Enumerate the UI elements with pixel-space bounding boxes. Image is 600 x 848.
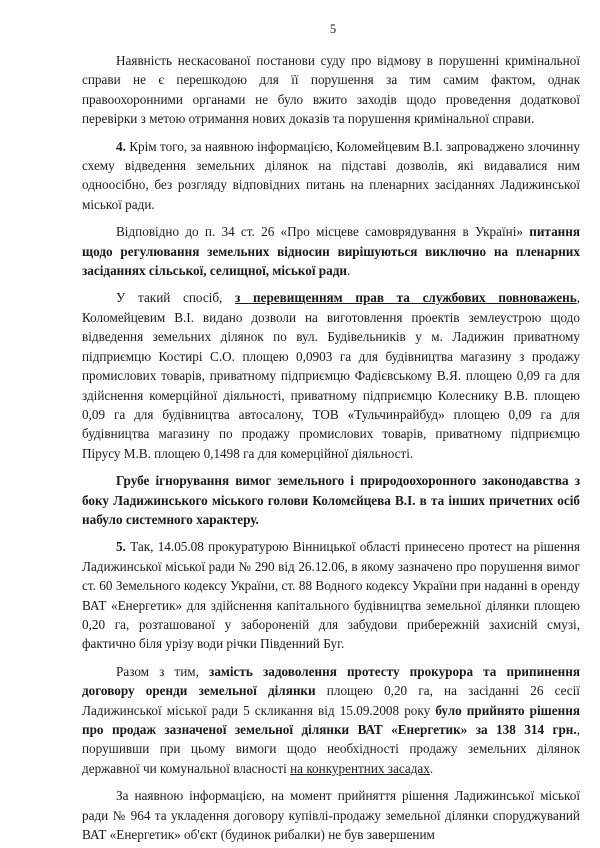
paragraph-permits xyxy=(82,288,580,463)
paragraph-5-text: Так, 14.05.08 прокуратурою Вінницької області принесено протест на рішення Ладижинської міської ради № 290 від 26.12.06, в якому зазначено про порушення вимог ст. 60 Земельного кодексу України, ст. 88 Водного кодексу України при наданні в оренду ВАТ «Енергетик» для здійснення капітального будівництва земельної ділянки площею 0,20 га, розташованої у забороненій для забудови прибережній захисній смузі, фактично біля урізу води річки Південний Буг. xyxy=(82,539,580,652)
protest-text-2: , порушивши при цьому вимоги щодо необхідності продажу земельних ділянок державної чи комунальної власності xyxy=(82,722,580,776)
protest-intro: Разом з тим, xyxy=(116,663,210,679)
paragraph-protest-outcome xyxy=(82,662,580,778)
law-reference-emphasis: питання щодо регулювання земельних відносин вирішуються виключно на пленарних засіданнях сільської, селищної, міської ради xyxy=(82,224,580,279)
law-reference-text: Відповідно до п. 34 ст. 26 «Про місцеве самоврядування в Україні» xyxy=(116,224,530,240)
permits-intro: У такий спосіб, xyxy=(116,290,236,306)
paragraph-object-status: За наявною інформацією, на момент прийняття рішення Ладижинської міської ради № 964 та укладення договору купівлі-продажу земельної ділянки споруджуваний ВАТ «Енергетик» об'єкт (будинок рибалки) не був завершеним xyxy=(82,788,580,843)
permits-emphasis: з перевищенням прав та службових повноважень xyxy=(235,290,577,306)
page-number: 5 xyxy=(329,22,337,36)
protest-emphasis-2: було прийнято рішення про продаж зазначеної земельної ділянки ВАТ «Енергетик» за 138 314 грн. xyxy=(82,702,580,737)
law-reference-end: . xyxy=(347,263,351,279)
paragraph-court-decision: Наявність нескасованої постанови суду про відмову в порушенні кримінальної справи не є перешкодою для її порушення за тим самим фактом, однак правоохоронними органами не було вжито заходів щодо проведення додаткової перевірки з метою отримання нових доказів та порушення кримінальної справи. xyxy=(82,53,580,127)
paragraph-4-text: Крім того, за наявною інформацією, Коломейцевим В.І. запроваджено злочинну схему відведення земельних ділянок на підставі дозволів, які видавалися ним одноосібно, без розгляду відповідних питань на пленарних засіданнях Ладижинської міської ради. xyxy=(82,138,580,212)
permits-text: , Коломейцевим В.І. видано дозволи на виготовлення проектів землеустрою щодо відведення земельних ділянок по вул. Будівельників у м. Ладижин приватному підприємцю Костирі С.О. площею 0,0903 га для будівництва магазину з продажу промислових товарів, приватному підприємцю Фадієвському В.Я. площею 0,09 га для здійснення комерційної діяльності, приватному підприємцю Колеснику В.В. площею 0,09 га для будівництва автосалону, ТОВ «Тульчинрайбуд» площею 0,09 га для будівництва магазину по продажу промислових товарів, приватному підприємцю Пірусу М.В. площею 0,1498 га для комерційної діяльності. xyxy=(82,290,580,461)
item-number-4: 4. xyxy=(116,138,126,154)
paragraph-law-reference xyxy=(82,222,580,280)
protest-text: площею 0,20 га, на засіданні 26 сесії Ладижинської міської ради 5 скликання від 15.09.2008 року xyxy=(82,683,580,718)
protest-emphasis-1: замість задоволення протесту прокурора та припинення договору оренди земельної ділянки xyxy=(82,663,580,699)
protest-end: . xyxy=(429,760,434,776)
paragraph-4 xyxy=(82,137,580,215)
item-number-5: 5. xyxy=(116,539,126,555)
paragraph-systemic-violation: Грубе ігнорування вимог земельного і природоохоронного законодавства з боку Ладижинського міського голови Коломєйцева В.І. в та інших причетних осіб набуло системного характеру. xyxy=(82,473,580,527)
protest-underlined: на конкурентних засадах xyxy=(290,760,430,776)
paragraph-5 xyxy=(82,537,580,653)
